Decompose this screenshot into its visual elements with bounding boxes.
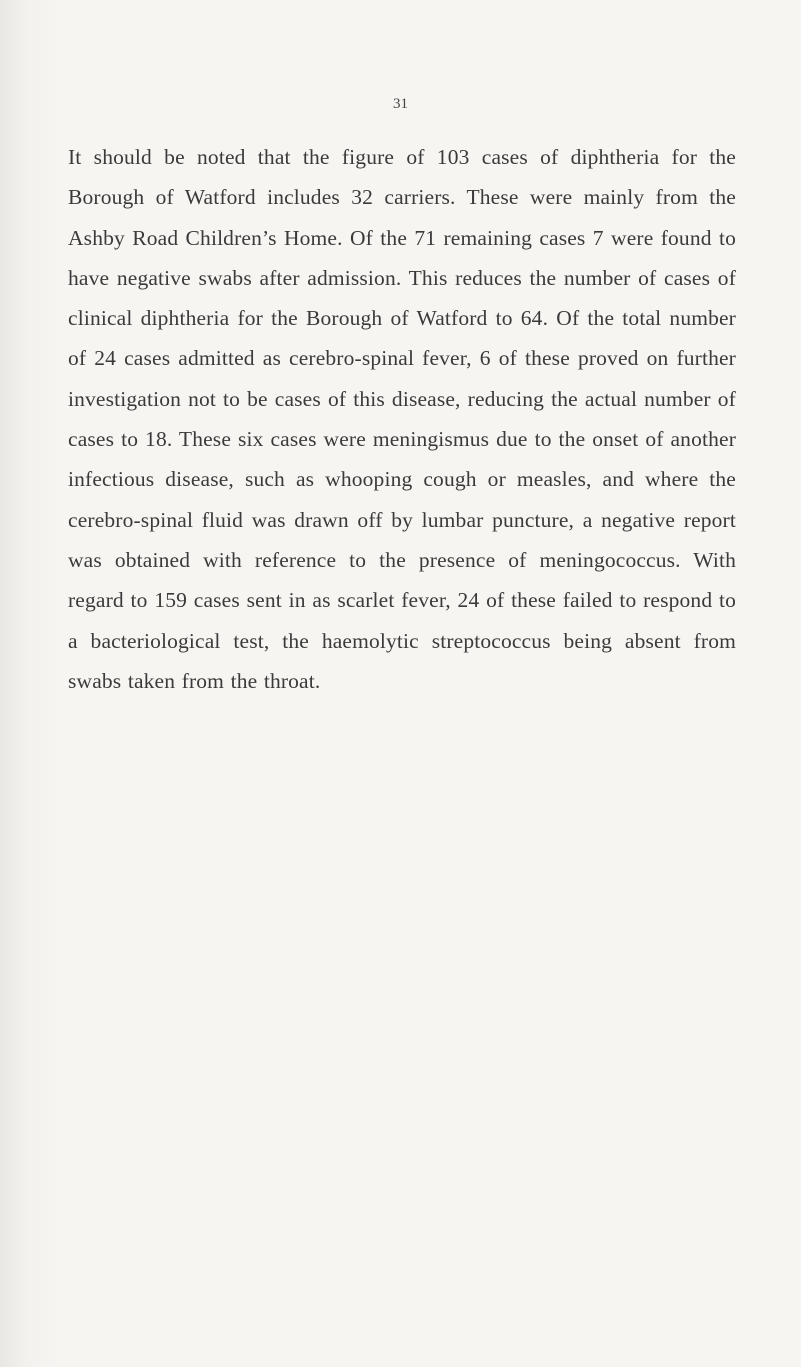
page-number: 31 [393,96,408,112]
body-paragraph: It should be noted that the figure of 103 cases of diphtheria for the Borough of Watford includes 32 carriers. These were mainly from the Ashby Road Children’s Home. Of the 71 remaining cases 7 were found to have negative swabs after admission. This reduces the number of cases of clinical diphtheria for the Borough of Watford to 64. Of the total number of 24 cases admitted as cerebro-spinal fever, 6 of these proved on further investigation not to be cases of this disease, reducing the actual number of cases to 18. These six cases were meningismus due to the onset of another infectious disease, such as whooping cough or measles, and where the cerebro-spinal fluid was drawn off by lumbar puncture, a negative report was obtained with reference to the presence of meningococcus. With regard to 159 cases sent in as scarlet fever, 24 of these failed to respond to a bacteriological test, the haemolytic streptococcus being absent from swabs taken from the throat. [68,145,736,693]
